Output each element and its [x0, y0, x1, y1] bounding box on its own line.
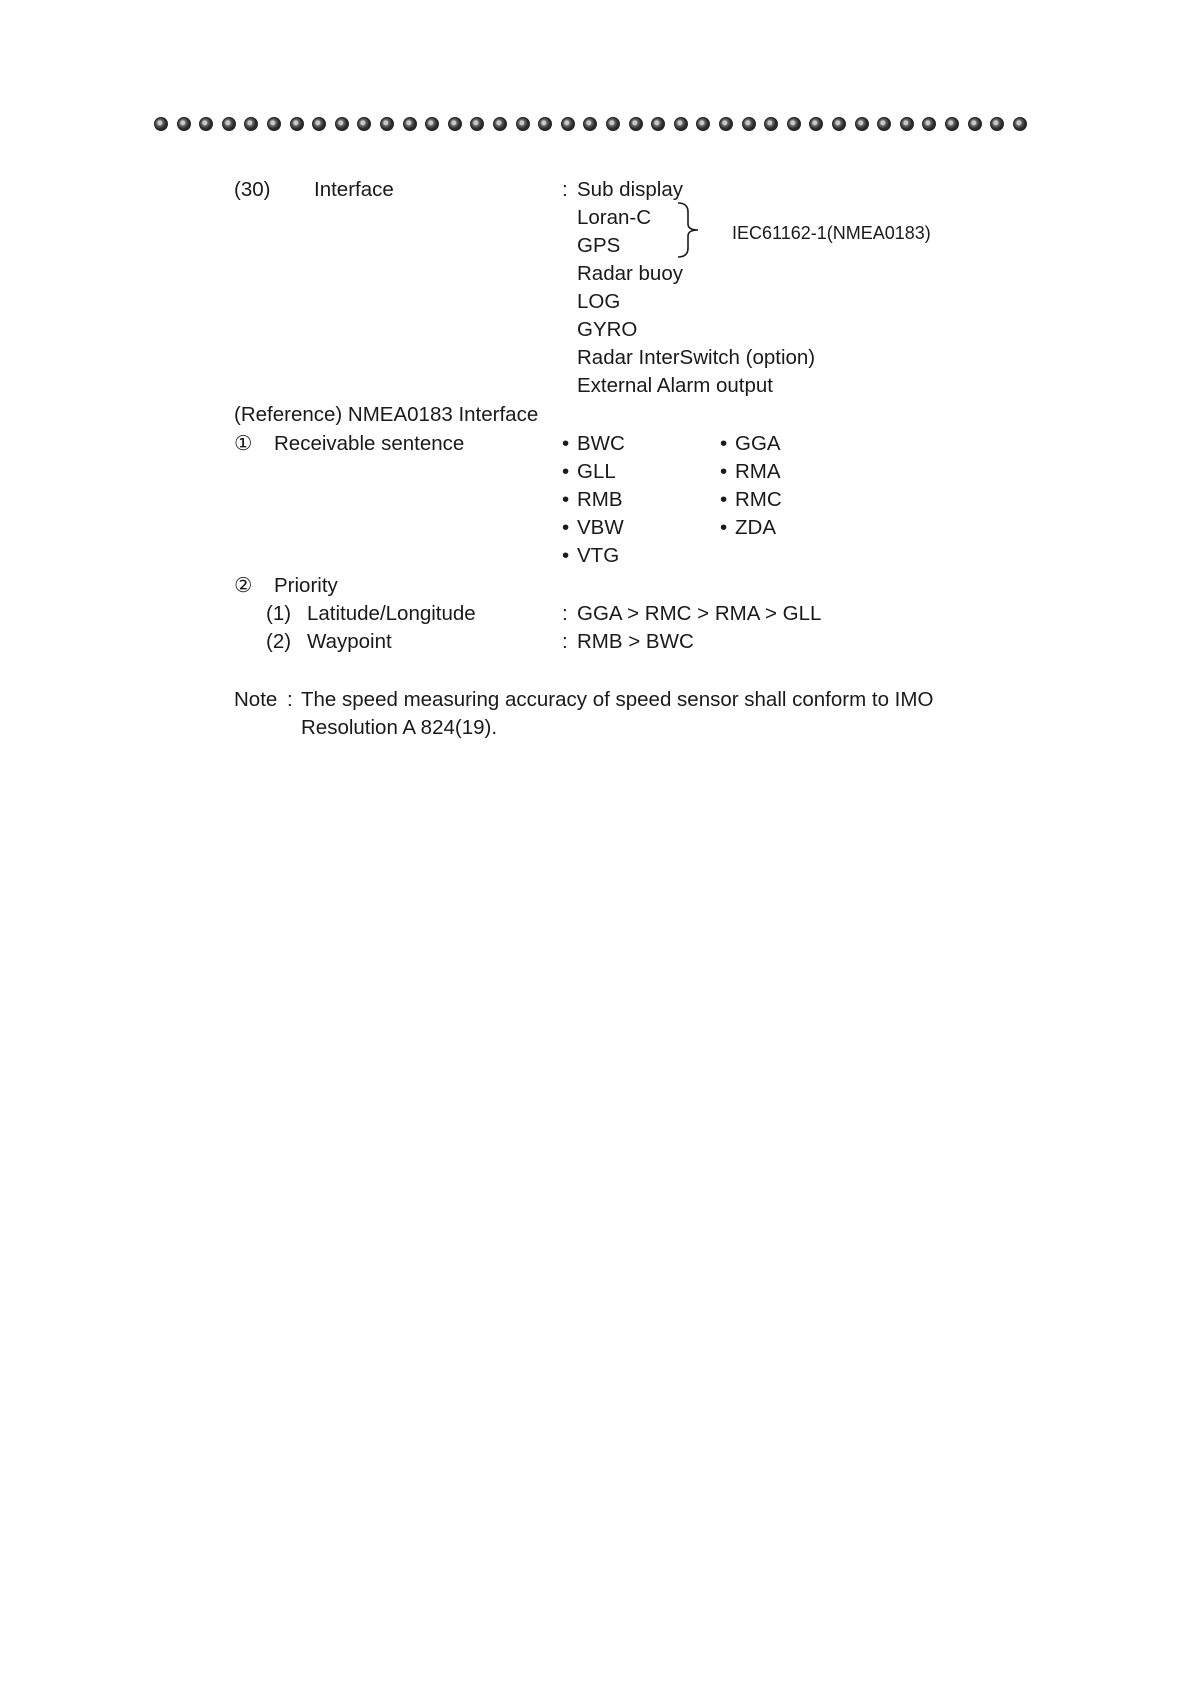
separator-dot: [380, 117, 394, 131]
separator-dot: [877, 117, 891, 131]
separator-dot: [1013, 117, 1027, 131]
separator-dot: [674, 117, 688, 131]
separator-dot: [335, 117, 349, 131]
sentence-bullet: •: [562, 488, 570, 511]
separator-dot: [742, 117, 756, 131]
separator-dot: [470, 117, 484, 131]
separator-dot: [312, 117, 326, 131]
interface-value: GPS: [577, 234, 621, 257]
interface-value: Loran-C: [577, 206, 652, 229]
priority-colon: :: [562, 630, 568, 653]
sentence-bullet: •: [562, 432, 570, 455]
separator-dot: [945, 117, 959, 131]
separator-dot: [561, 117, 575, 131]
interface-value: GYRO: [577, 318, 638, 341]
standard-label: IEC61162-1(NMEA0183): [732, 223, 931, 243]
separator-dot: [764, 117, 778, 131]
separator-dot: [719, 117, 733, 131]
separator-dot: [968, 117, 982, 131]
priority-item-value: GGA > RMC > RMA > GLL: [577, 602, 822, 625]
separator-dot: [583, 117, 597, 131]
interface-value: Sub display: [577, 178, 683, 201]
sentence-item: BWC: [577, 432, 625, 455]
separator-dot: [922, 117, 936, 131]
separator-dot: [651, 117, 665, 131]
separator-dot: [629, 117, 643, 131]
separator-dot: [222, 117, 236, 131]
sentence-item: RMA: [735, 460, 781, 483]
interface-value: LOG: [577, 290, 621, 313]
separator-dot: [538, 117, 552, 131]
interface-value: Radar InterSwitch (option): [577, 346, 816, 369]
sentence-item: GLL: [577, 460, 616, 483]
sentence-bullet: •: [720, 488, 728, 511]
separator-dot: [900, 117, 914, 131]
separator-dot: [787, 117, 801, 131]
separator-dot: [154, 117, 168, 131]
separator-dot: [403, 117, 417, 131]
interface-value: Radar buoy: [577, 262, 683, 285]
sentence-bullet: •: [562, 516, 570, 539]
priority-item-number: (1): [266, 602, 292, 625]
separator-dot: [425, 117, 439, 131]
separator-dot: [855, 117, 869, 131]
item-label: Interface: [314, 178, 394, 201]
sentence-bullet: •: [720, 516, 728, 539]
circled-two-marker: ②: [234, 574, 253, 597]
separator-dot: [696, 117, 710, 131]
separator-dot: [267, 117, 281, 131]
priority-label: Priority: [274, 574, 338, 597]
note-colon: :: [287, 688, 293, 711]
item-colon: :: [562, 178, 568, 201]
separator-dot: [606, 117, 620, 131]
separator-dot: [832, 117, 846, 131]
separator-dot: [357, 117, 371, 131]
priority-colon: :: [562, 602, 568, 625]
sentence-item: VTG: [577, 544, 620, 567]
priority-item-value: RMB > BWC: [577, 630, 694, 653]
separator-dot: [809, 117, 823, 131]
separator-dot: [448, 117, 462, 131]
sentence-item: VBW: [577, 516, 624, 539]
sentence-bullet: •: [720, 460, 728, 483]
circled-one-marker: ①: [234, 432, 253, 455]
item-number: (30): [234, 178, 271, 201]
curly-brace-icon: [676, 200, 706, 260]
interface-value: External Alarm output: [577, 374, 773, 397]
priority-item-label: Waypoint: [307, 630, 392, 653]
sentence-bullet: •: [562, 544, 570, 567]
separator-dot: [177, 117, 191, 131]
note-text-line1: The speed measuring accuracy of speed sensor shall conform to IMO: [301, 688, 934, 711]
separator-dot: [290, 117, 304, 131]
separator-dot: [990, 117, 1004, 131]
note-text-line2: Resolution A 824(19).: [301, 716, 498, 739]
sentence-item: RMC: [735, 488, 782, 511]
dotted-separator: [0, 117, 1190, 137]
sentence-item: RMB: [577, 488, 623, 511]
sentence-item: GGA: [735, 432, 781, 455]
sentence-bullet: •: [562, 460, 570, 483]
separator-dot: [493, 117, 507, 131]
sentence-bullet: •: [720, 432, 728, 455]
priority-item-number: (2): [266, 630, 292, 653]
priority-item-label: Latitude/Longitude: [307, 602, 476, 625]
reference-heading: (Reference) NMEA0183 Interface: [234, 403, 539, 426]
separator-dot: [516, 117, 530, 131]
note-label: Note: [234, 688, 278, 711]
sentence-item: ZDA: [735, 516, 776, 539]
separator-dot: [244, 117, 258, 131]
separator-dot: [199, 117, 213, 131]
receivable-label: Receivable sentence: [274, 432, 465, 455]
